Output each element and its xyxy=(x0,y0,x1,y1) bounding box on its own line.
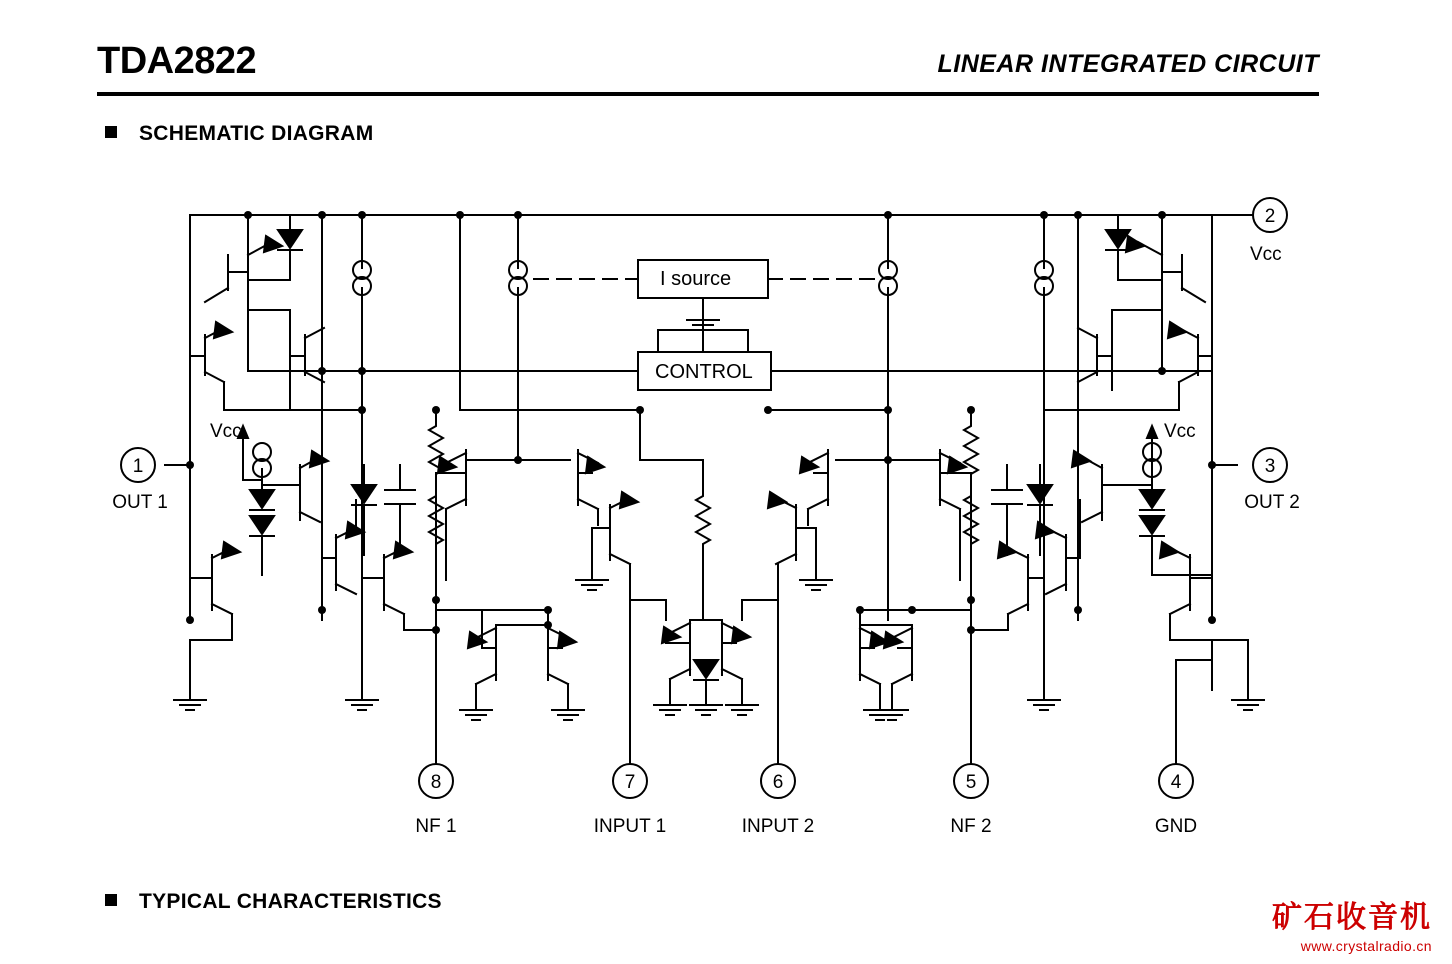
section-heading-schematic xyxy=(105,122,374,146)
pin-number-1: 1 xyxy=(132,456,144,477)
pin-number-5: 5 xyxy=(965,772,977,793)
block-label-i-source: I source xyxy=(660,268,732,290)
section-heading-schematic-label: SCHEMATIC DIAGRAM xyxy=(139,122,374,145)
section-heading-typical xyxy=(105,890,442,914)
pin-name-6: INPUT 2 xyxy=(741,816,815,837)
pin-name-7: INPUT 1 xyxy=(593,816,667,837)
document-subtitle: LINEAR INTEGRATED CIRCUIT xyxy=(937,50,1319,78)
watermark-url: www.crystalradio.cn xyxy=(1300,938,1432,954)
pin-name-3: OUT 2 xyxy=(1244,492,1300,513)
square-bullet-icon-2 xyxy=(105,894,117,906)
block-label-control: CONTROL xyxy=(655,361,753,383)
pin-name-8: NF 1 xyxy=(415,816,457,837)
square-bullet-icon xyxy=(105,126,117,138)
pin-number-3: 3 xyxy=(1264,456,1276,477)
pin-number-6: 6 xyxy=(772,772,784,793)
pin-number-4: 4 xyxy=(1170,772,1182,793)
part-number-title: TDA2822 xyxy=(97,40,257,82)
vcc-label-left: Vcc xyxy=(210,421,242,442)
section-heading-typical-label: TYPICAL CHARACTERISTICS xyxy=(139,890,442,913)
watermark xyxy=(1272,892,1432,954)
pin-name-4: GND xyxy=(1154,816,1198,837)
pin-name-5: NF 2 xyxy=(950,816,992,837)
vcc-label-pin2: Vcc xyxy=(1250,244,1282,265)
page-header xyxy=(97,40,1319,83)
pin-number-8: 8 xyxy=(430,772,442,793)
watermark-chinese: 矿石收音机 xyxy=(1272,900,1432,935)
vcc-label-right: Vcc xyxy=(1164,421,1196,442)
pin-number-7: 7 xyxy=(624,772,636,793)
schematic-diagram xyxy=(0,160,1452,860)
pin-number-2: 2 xyxy=(1264,206,1276,227)
header-divider xyxy=(97,92,1319,96)
pin-name-1: OUT 1 xyxy=(112,492,168,513)
